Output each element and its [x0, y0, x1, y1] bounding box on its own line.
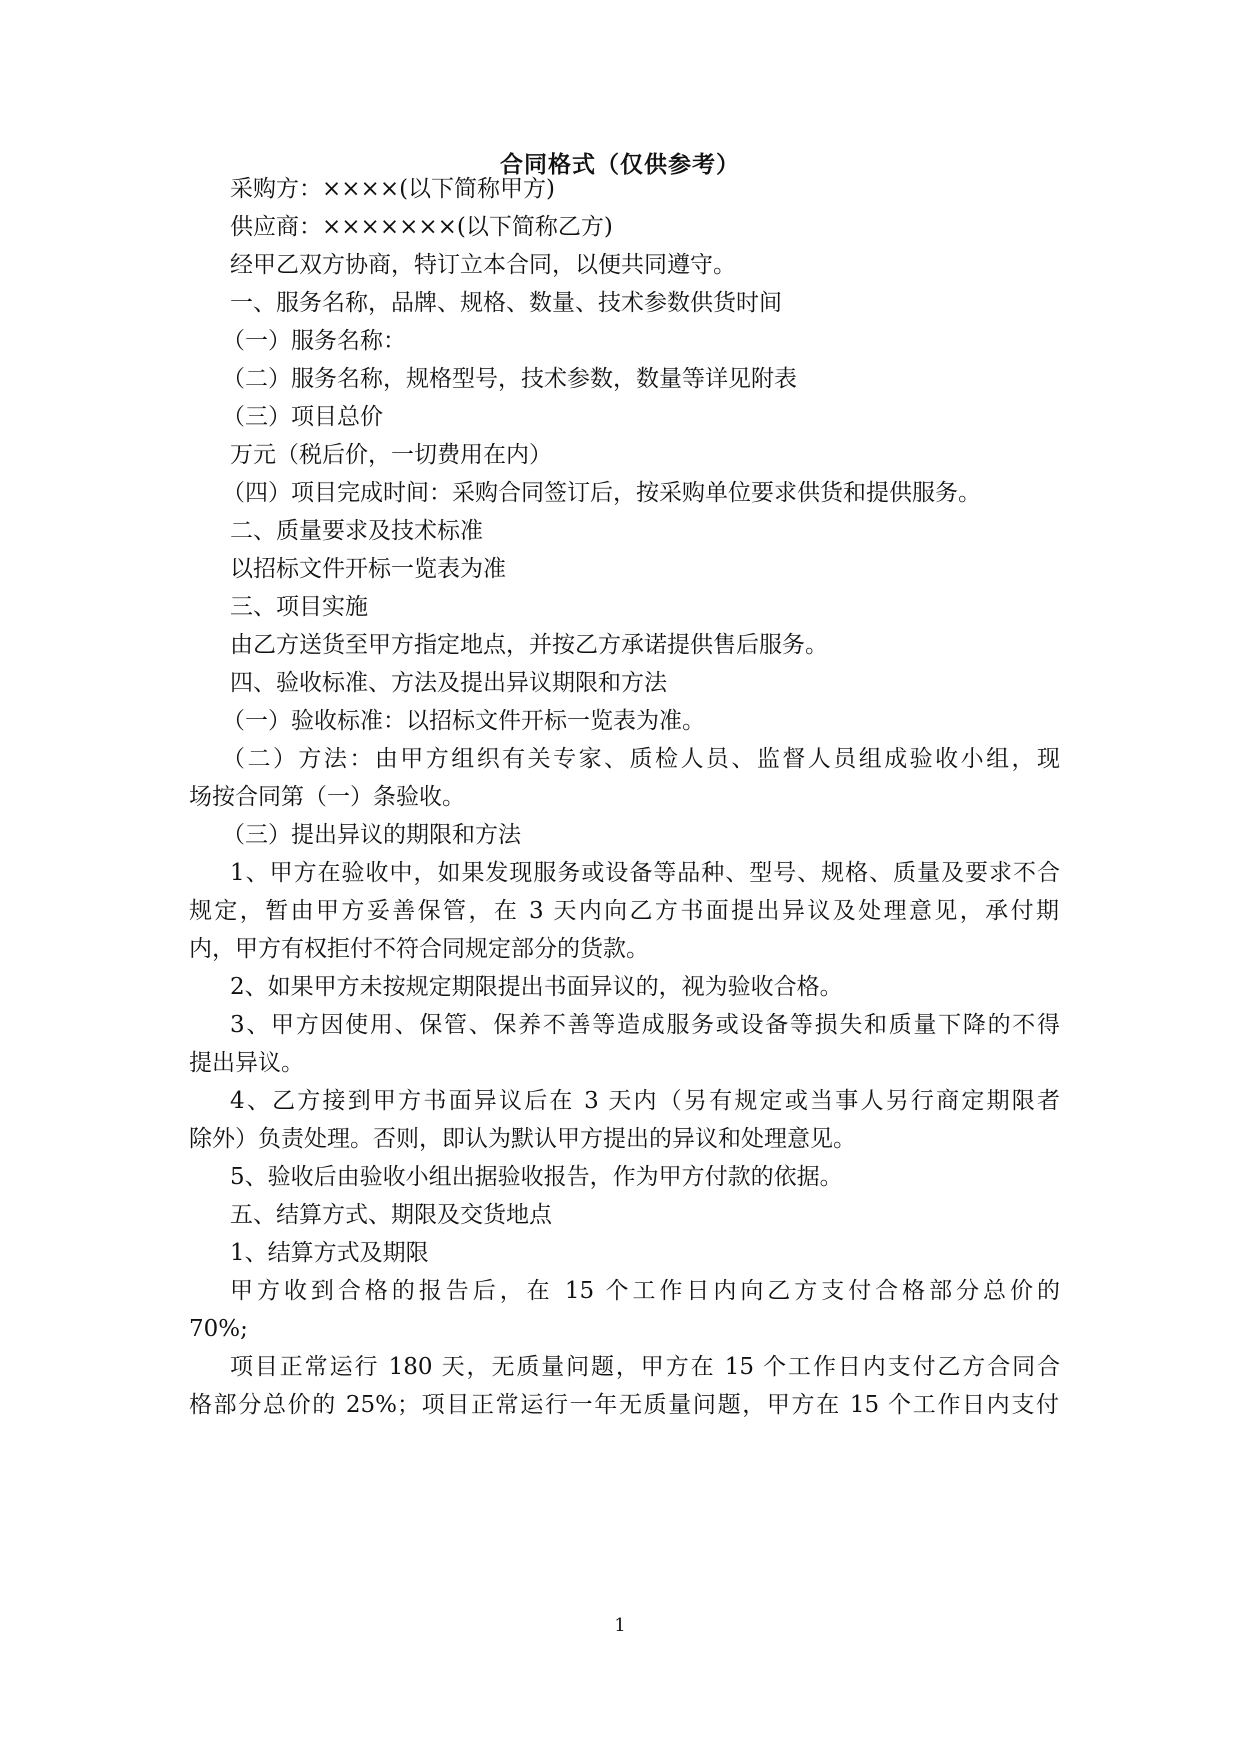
paragraph-line: （二）方法：由甲方组织有关专家、质检人员、监督人员组成验收小组，现	[222, 746, 1060, 772]
document-title: 合同格式（仅供参考）	[500, 151, 740, 178]
paragraph-line: （四）项目完成时间：采购合同签订后，按采购单位要求供货和提供服务。	[222, 480, 981, 506]
paragraph-line: 内，甲方有权拒付不符合同规定部分的货款。	[189, 936, 649, 962]
paragraph-line: 70%;	[189, 1316, 248, 1342]
paragraph-line: （三）项目总价	[222, 404, 383, 430]
section-heading-4: 四、验收标准、方法及提出异议期限和方法	[230, 670, 667, 696]
paragraph-line: 1、结算方式及期限	[230, 1240, 429, 1266]
paragraph-line: （三）提出异议的期限和方法	[222, 822, 521, 848]
preamble-line: 经甲乙双方协商，特订立本合同，以便共同遵守。	[230, 252, 736, 278]
section-heading-1: 一、服务名称，品牌、规格、数量、技术参数供货时间	[230, 290, 782, 316]
page-number: 1	[614, 1615, 626, 1636]
paragraph-line: 项目正常运行 180 天，无质量问题，甲方在 15 个工作日内支付乙方合同合	[230, 1354, 1060, 1380]
paragraph-line: 4、乙方接到甲方书面异议后在 3 天内（另有规定或当事人另行商定期限者	[230, 1088, 1060, 1114]
paragraph-line: 格部分总价的 25%；项目正常运行一年无质量问题，甲方在 15 个工作日内支付	[189, 1392, 1059, 1418]
section-heading-5: 五、结算方式、期限及交货地点	[230, 1202, 552, 1228]
paragraph-line: （一）验收标准：以招标文件开标一览表为准。	[222, 708, 705, 734]
paragraph-line: 提出异议。	[189, 1050, 304, 1076]
buyer-line: 采购方：××××(以下简称甲方)	[230, 176, 556, 202]
paragraph-line: 场按合同第（一）条验收。	[189, 784, 465, 810]
paragraph-line: （一）服务名称：	[222, 328, 406, 354]
paragraph-line: 规定，暂由甲方妥善保管，在 3 天内向乙方书面提出异议及处理意见，承付期	[189, 898, 1059, 924]
paragraph-line: 除外）负责处理。否则，即认为默认甲方提出的异议和处理意见。	[189, 1126, 856, 1152]
paragraph-line: （二）服务名称，规格型号，技术参数，数量等详见附表	[222, 366, 797, 392]
paragraph-line: 1、甲方在验收中，如果发现服务或设备等品种、型号、规格、质量及要求不合	[230, 860, 1060, 886]
paragraph-line: 甲方收到合格的报告后，在 15 个工作日内向乙方支付合格部分总价的	[230, 1278, 1060, 1304]
paragraph-line: 万元（税后价，一切费用在内）	[230, 442, 552, 468]
section-heading-3: 三、项目实施	[230, 594, 368, 620]
paragraph-line: 3、甲方因使用、保管、保养不善等造成服务或设备等损失和质量下降的不得	[230, 1012, 1060, 1038]
section-heading-2: 二、质量要求及技术标准	[230, 518, 483, 544]
paragraph-line: 5、验收后由验收小组出据验收报告，作为甲方付款的依据。	[230, 1164, 843, 1190]
paragraph-line: 2、如果甲方未按规定期限提出书面异议的，视为验收合格。	[230, 974, 843, 1000]
paragraph-line: 由乙方送货至甲方指定地点，并按乙方承诺提供售后服务。	[230, 632, 828, 658]
paragraph-line: 以招标文件开标一览表为准	[230, 556, 506, 582]
supplier-line: 供应商：×××××××(以下简称乙方)	[230, 214, 613, 240]
